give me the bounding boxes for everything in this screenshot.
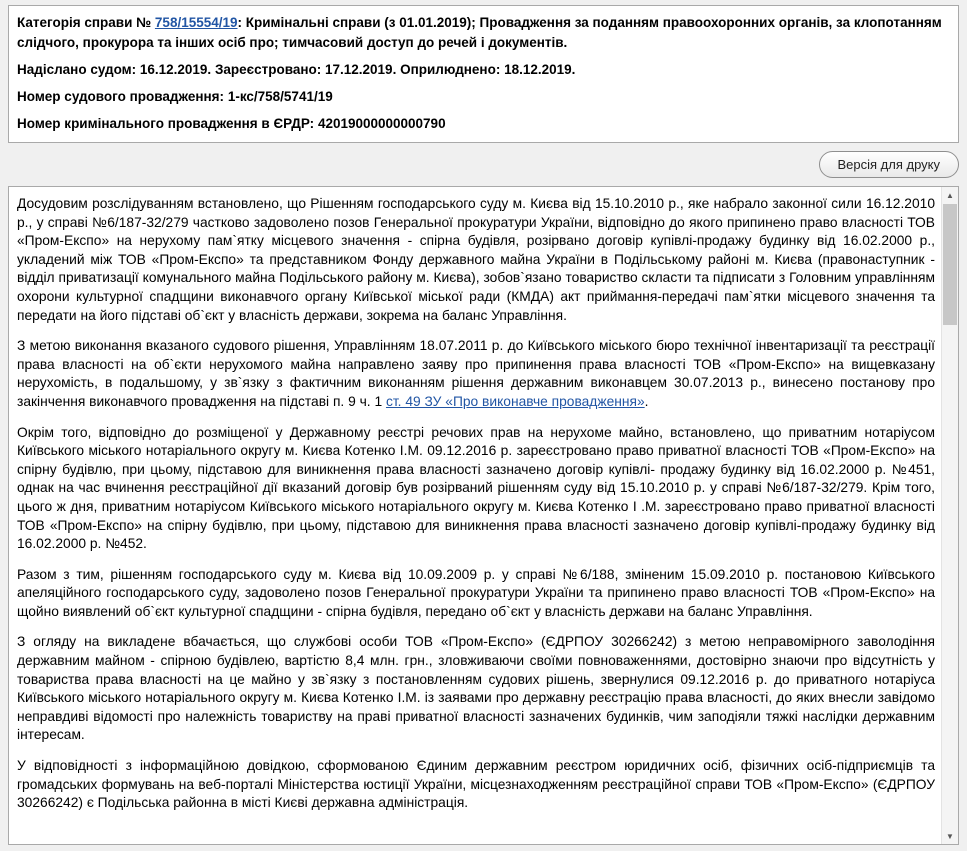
- toolbar: [8, 143, 959, 186]
- decision-paragraph: У відповідності з інформаційною довідкою, сформованою Єдиним державним реєстром юридичних осіб, фізичних осіб-підприємців та громадських формувань на веб-порталі Міністерства юстиції України, місцезнаходженням реєстраційної справи ТОВ «Пром-Експо» (ЄДРПОУ 30266242) є Подільська районна в місті Києві державна адміністрація.: [17, 758, 935, 811]
- paragraph-text: .: [644, 393, 649, 409]
- erdr-number-line: [17, 114, 948, 134]
- scroll-down-button[interactable]: [942, 828, 958, 844]
- decision-text-panel: [8, 186, 959, 845]
- decision-paragraph: З огляду на викладене вбачається, що службові особи ТОВ «Пром-Експо» (ЄДРПОУ 30266242) з метою неправомірного заволодіння державним майном - спірною будівлею, вартістю 8,4 млн. грн., зловживаючи своїми повноваженнями, достовірно знаючи про відсутність у товариства права власності на це майно у зв`язку з постановленням судових рішень, звернулися 09.12.2016 р. до приватного нотаріуса Київського міського нотаріального округу м. Києва Котенко І.М. із заявами про державну реєстрацію права власності, до яких внесли завідомо неправдиві відомості про належність товариству на праві приватної власності зазначених будинків, чим заподіяли тяжкі наслідки державним інтересам.: [17, 634, 935, 743]
- scroll-up-icon: ▲: [946, 190, 954, 200]
- proceeding-number-value: 1-кс/758/5741/19: [227, 89, 333, 104]
- scrollbar-thumb[interactable]: [943, 204, 957, 325]
- decision-text: [9, 187, 941, 844]
- dates-line: Надіслано судом: 16.12.2019. Зареєстровано: 17.12.2019. Оприлюднено: 18.12.2019.: [17, 62, 576, 77]
- print-version-button[interactable]: Версія для друку: [819, 151, 960, 178]
- proceeding-number-line: [17, 87, 948, 107]
- category-label: Категорія справи №: [17, 15, 155, 30]
- case-category-line: [17, 13, 948, 53]
- decision-paragraph: Разом з тим, рішенням господарського суду м. Києва від 10.09.2009 р. у справі №6/188, зміненим 15.09.2010 р. постановою Київського апеляційного господарського суду, задоволено позов Генеральної прокуратури України та припинено право власності ТОВ «Пром-Експо» на щойно виявлений об`єкт культурної спадщини - спірна будівля, передано об`єкт у власність держави на баланс Управління.: [17, 566, 935, 619]
- decision-paragraph: Окрім того, відповідно до розміщеної у Державному реєстрі речових прав на нерухоме майно, встановлено, що приватним нотаріусом Київського міського нотаріального округу м. Києва Котенко І.М. 09.12.2016 р. зареєстровано право приватної власності ТОВ «Пром-Експо» на спірну будівлю, при цьому, підставою для виникнення права власності зазначено договір купівлі- продажу будинку від 16.02.2000 р. №451, однак на час вчинення реєстраційної дії вказаний договір був розірваний рішенням суду від 15.10.2010 р. у справі №6/187-32/279. Крім того, цього ж дня, приватним нотаріусом Київського міського нотаріального округу м. Києва Котенко І .М. зареєстровано право приватної власності ТОВ «Пром-Експо» на спірну будівлю, при цьому, підставою для виникнення права власності зазначено договір купівлі-продажу будинку від 16.02.2000 р. №452.: [17, 424, 935, 552]
- erdr-number-label: Номер кримінального провадження в ЄРДР:: [17, 116, 315, 131]
- scroll-up-button[interactable]: [942, 187, 958, 203]
- law-article-link[interactable]: ст. 49 ЗУ «Про виконавче провадження»: [385, 393, 645, 409]
- decision-paragraph: [17, 337, 935, 411]
- case-number-link[interactable]: 758/15554/19: [154, 15, 238, 30]
- category-description: : Кримінальні справи (з 01.01.2019); Провадження за поданням правоохоронних органів, за клопотанням слідчого, прокурора та інших осіб про; тимчасовий доступ до речей і документів.: [17, 15, 942, 50]
- erdr-number-value: 42019000000000790: [317, 116, 446, 131]
- case-info-panel: [8, 5, 959, 143]
- paragraph-text: З метою виконання вказаного судового рішення, Управлінням 18.07.2011 р. до Київського міського бюро технічної інвентаризації та реєстрації права власності на об`єкти нерухомого майна направлено заяву про припинення права власності ТОВ «Пром-Експо» на вищевказану нерухомість, в подальшому, у зв`язку з фактичним виконанням рішення державним виконавцем 30.07.2013 р., винесено постанову про закінчення виконавчого провадження на підставі п. 9 ч. 1: [17, 338, 935, 409]
- scroll-down-icon: ▼: [946, 831, 954, 841]
- proceeding-number-label: Номер судового провадження:: [17, 89, 225, 104]
- scrollbar[interactable]: [941, 187, 958, 844]
- decision-paragraph: Досудовим розслідуванням встановлено, що Рішенням господарського суду м. Києва від 15.10.2010 р., яке набрало законної сили 16.12.2010 р., у справі №6/187-32/279 частково задоволено позов Генеральної прокуратури України, відповідно до якого припинено право власності ТОВ «Пром-Експо» на нерухому пам`ятку місцевого значення - спірна будівля, розірвано договір купівлі-продажу будинку від 16.02.2000 р., укладений між ТОВ «Пром-Експо» та представником Фонду державного майна України в Подільському районі м. Києва (правонаступник - відділ приватизації комунального майна Подільського району м. Києва), зобов`язано товариство скласти та підписати з Головним управлінням охорони культурної спадщини виконавчого органу Київської міської ради (КМДА) акт приймання-передачі пам`ятки місцевого значення та передати на його підставі об`єкт у власність держави, зокрема на баланс Управління.: [17, 196, 935, 323]
